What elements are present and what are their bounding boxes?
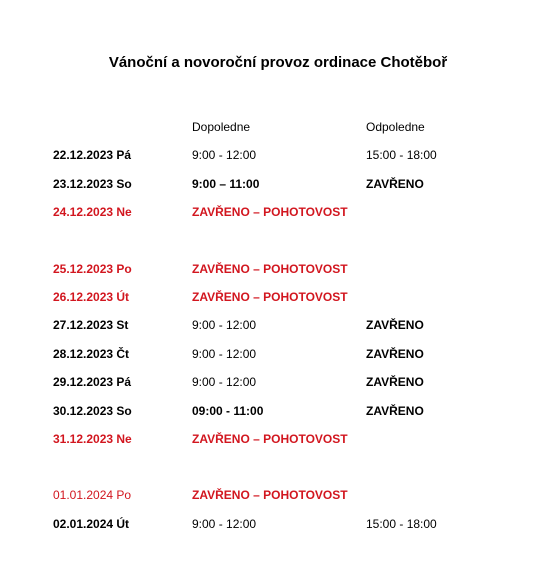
morning-column-header: Dopoledne [192, 120, 251, 134]
row-afternoon-hours: 15:00 - 18:00 [366, 517, 437, 531]
schedule-row [0, 316, 556, 334]
row-closed-emergency: ZAVŘENO – POHOTOVOST [192, 205, 348, 219]
row-date: 31.12.2023 Ne [53, 432, 132, 446]
schedule-row-holiday [0, 288, 556, 306]
row-morning-hours: 9:00 - 12:00 [192, 375, 257, 389]
row-date: 26.12.2023 Út [53, 290, 130, 304]
row-morning-hours: 9:00 - 12:00 [192, 148, 257, 162]
row-afternoon-hours: ZAVŘENO [366, 347, 424, 361]
schedule-row [0, 373, 556, 391]
row-closed-emergency: ZAVŘENO – POHOTOVOST [192, 432, 348, 446]
row-morning-hours: 9:00 - 12:00 [192, 318, 257, 332]
row-afternoon-hours: ZAVŘENO [366, 177, 424, 191]
row-closed-emergency: ZAVŘENO – POHOTOVOST [192, 488, 348, 502]
schedule-row [0, 402, 556, 420]
row-date: 22.12.2023 Pá [53, 148, 132, 162]
row-closed-emergency: ZAVŘENO – POHOTOVOST [192, 262, 348, 276]
row-morning-hours: 9:00 – 11:00 [192, 177, 260, 191]
row-closed-emergency: ZAVŘENO – POHOTOVOST [192, 290, 348, 304]
row-date: 28.12.2023 Čt [53, 347, 130, 361]
schedule-row-holiday [0, 260, 556, 278]
row-date: 02.01.2024 Út [53, 517, 130, 531]
row-date: 29.12.2023 Pá [53, 375, 132, 389]
row-date: 24.12.2023 Ne [53, 205, 132, 219]
row-date: 25.12.2023 Po [53, 262, 132, 276]
page-title: Vánoční a novoroční provoz ordinace Chotěboř [108, 54, 448, 71]
row-date: 01.01.2024 Po [53, 488, 132, 502]
schedule-row-holiday [0, 203, 556, 221]
row-date: 30.12.2023 So [53, 404, 132, 418]
row-afternoon-hours: ZAVŘENO [366, 404, 424, 418]
schedule-row [0, 345, 556, 363]
schedule-row-holiday [0, 430, 556, 448]
row-afternoon-hours: 15:00 - 18:00 [366, 148, 437, 162]
row-morning-hours: 09:00 - 11:00 [192, 404, 264, 418]
row-date: 23.12.2023 So [53, 177, 132, 191]
afternoon-column-header: Odpoledne [366, 120, 425, 134]
schedule-row [0, 175, 556, 193]
row-morning-hours: 9:00 - 12:00 [192, 517, 257, 531]
schedule-row-holiday [0, 486, 556, 504]
row-afternoon-hours: ZAVŘENO [366, 375, 424, 389]
schedule-row [0, 146, 556, 164]
schedule-row [0, 515, 556, 533]
row-date: 27.12.2023 St [53, 318, 129, 332]
row-morning-hours: 9:00 - 12:00 [192, 347, 257, 361]
row-afternoon-hours: ZAVŘENO [366, 318, 424, 332]
